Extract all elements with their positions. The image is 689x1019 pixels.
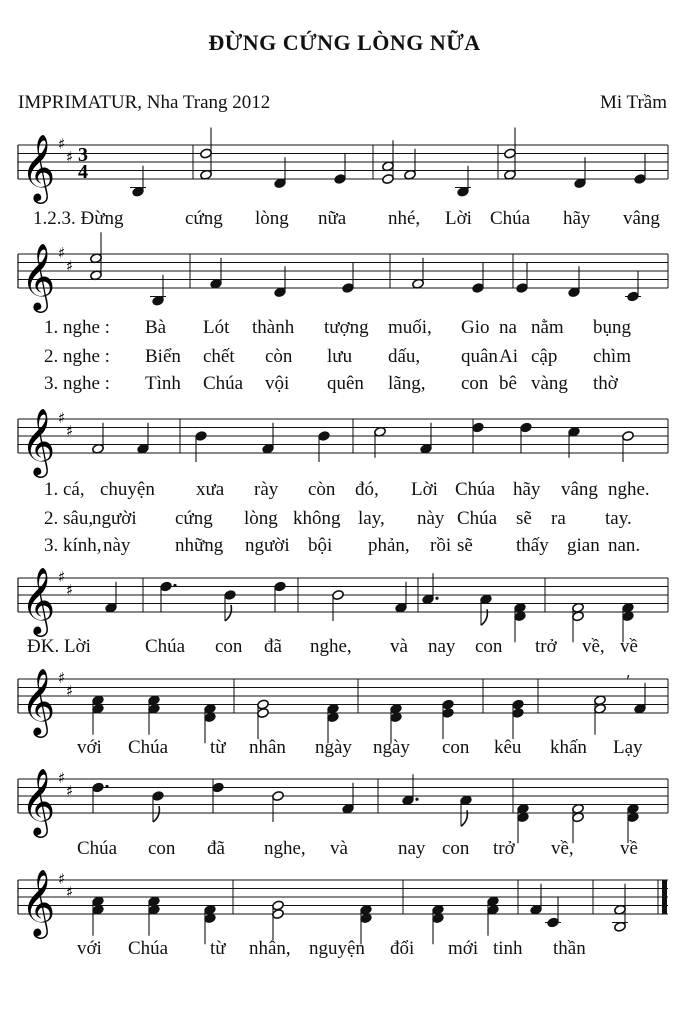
quarter-note	[472, 422, 485, 433]
sharp-icon: ♯	[66, 147, 74, 166]
quarter-note	[92, 782, 105, 793]
sharp-icon: ♯	[66, 882, 74, 901]
song-title: ĐỪNG CỨNG LÒNG NỮA	[208, 30, 481, 55]
half-note	[332, 590, 345, 601]
sharp-icon: ♯	[58, 409, 66, 427]
lyric-word: nay	[398, 838, 426, 859]
lyric-word: sẽ	[457, 535, 473, 556]
lyric-word: Lời	[445, 208, 472, 229]
half-note	[272, 791, 285, 802]
lyric-word: Chúa	[203, 373, 244, 394]
lyric-word: muối,	[388, 317, 432, 338]
lyric-word: từ	[210, 737, 226, 758]
lyric-word: hãy	[513, 479, 541, 500]
quarter-note	[520, 422, 533, 433]
lyric-word: Bà	[145, 317, 167, 338]
lyric-word: con	[215, 636, 243, 657]
lyric-word: sẽ	[516, 508, 532, 529]
lyric-word: 1.2.3. Đừng	[33, 208, 124, 229]
lyric-word: còn	[308, 479, 336, 500]
lyric-word: rồi	[430, 535, 452, 556]
lyric-word: lãng,	[388, 373, 426, 394]
lyric-word: này	[417, 508, 445, 529]
lyric-word: nhé,	[388, 208, 421, 229]
quarter-note	[442, 708, 455, 719]
lyric-word: tay.	[605, 508, 632, 529]
lyric-word: về,	[551, 838, 574, 859]
eighth-flag	[225, 605, 231, 621]
lyric-word: con	[442, 737, 470, 758]
quarter-note	[160, 581, 173, 592]
eighth-flag	[153, 806, 159, 822]
half-note	[272, 909, 285, 920]
half-note	[622, 431, 635, 442]
lyric-word: thờ	[593, 373, 618, 394]
quarter-note	[318, 431, 331, 442]
lyric-word: 2. sâu,	[44, 508, 94, 529]
staff-system-1	[18, 131, 668, 201]
composer-name: Mi Trầm	[599, 92, 667, 113]
lyric-word: Chúa	[128, 737, 169, 758]
half-note	[382, 174, 395, 185]
quarter-note	[342, 283, 355, 294]
lyric-word: vội	[265, 373, 290, 394]
sharp-icon: ♯	[66, 580, 74, 599]
lyric-word: bụng	[593, 317, 631, 338]
sharp-icon: ♯	[58, 135, 66, 153]
lyric-word: quên	[327, 373, 364, 394]
lyric-word: nhân	[249, 737, 286, 758]
sharp-icon: ♯	[66, 681, 74, 700]
lyric-word: hãy	[563, 208, 591, 229]
lyric-word: tinh	[493, 938, 523, 959]
quarter-note	[627, 291, 640, 302]
half-note	[200, 148, 213, 159]
quarter-note	[472, 283, 485, 294]
lyric-word: thấy	[516, 535, 549, 556]
lyric-word: còn	[265, 346, 293, 367]
final-barline-thick	[662, 880, 667, 914]
lyric-word: cứng	[185, 208, 223, 229]
lyric-word: thành	[252, 317, 295, 338]
lyric-word: Chúa	[145, 636, 186, 657]
lyric-word: cứng	[175, 508, 213, 529]
lyric-word: về	[620, 636, 638, 657]
lyric-word: trở	[535, 636, 557, 657]
lyric-word: nan.	[608, 535, 641, 556]
lyric-word: nghe,	[264, 838, 306, 859]
sharp-icon: ♯	[58, 244, 66, 262]
treble-clef-icon: 𝄞	[21, 242, 56, 310]
lyric-word: Biển	[145, 346, 181, 367]
staff-system-4	[18, 564, 668, 634]
lyric-word: bội	[308, 535, 333, 556]
quarter-note	[212, 782, 225, 793]
lyric-word: quân	[461, 346, 498, 367]
sharp-icon: ♯	[66, 421, 74, 440]
half-note	[504, 148, 517, 159]
lyric-word: cập	[531, 346, 558, 367]
lyric-word: nhân,	[249, 938, 291, 959]
lyric-word: lưu	[327, 346, 353, 367]
lyric-word: những	[175, 535, 224, 556]
lyric-word: lòng	[255, 208, 289, 229]
lyric-word: nữa	[318, 208, 347, 229]
lyric-word: nghe,	[310, 636, 352, 657]
lyric-word: lay,	[358, 508, 385, 529]
lyric-word: ngày	[373, 737, 410, 758]
half-note	[257, 708, 270, 719]
lyric-word: Chúa	[128, 938, 169, 959]
lyric-word: Chúa	[455, 479, 496, 500]
lyric-word: kêu	[494, 737, 522, 758]
lyric-word: phản,	[368, 535, 410, 556]
staff-system-2	[18, 240, 668, 310]
sharp-icon: ♯	[58, 568, 66, 586]
lyric-word: nghe.	[608, 479, 650, 500]
lyric-word: thần	[553, 938, 586, 959]
lyric-word: vâng	[561, 479, 598, 500]
time-signature-bottom: 4	[78, 161, 88, 183]
lyric-word: về,	[582, 636, 605, 657]
sharp-icon: ♯	[58, 769, 66, 787]
staff-system-3	[18, 405, 668, 475]
lyric-word: khấn	[550, 737, 587, 758]
lyric-word: nguyện	[309, 938, 365, 959]
staff-system-6	[18, 765, 668, 835]
lyric-word: xưa	[196, 479, 225, 500]
quarter-note	[634, 174, 647, 185]
lyric-word: đã	[264, 636, 282, 657]
lyric-word: Chúa	[457, 508, 498, 529]
lyric-word: chết	[203, 346, 235, 367]
lyric-word: trở	[493, 838, 515, 859]
quarter-note	[512, 708, 525, 719]
sharp-icon: ♯	[58, 669, 66, 687]
lyric-word: ĐK. Lời	[27, 636, 91, 657]
sharp-icon: ♯	[66, 781, 74, 800]
lyric-word: Lời	[411, 479, 438, 500]
lyric-word: với	[77, 737, 102, 758]
note-dot	[415, 798, 418, 801]
quarter-note	[195, 431, 208, 442]
lyric-word: chuyện	[100, 479, 155, 500]
lyric-word: Lót	[203, 317, 230, 338]
treble-clef-icon: 𝄞	[21, 133, 56, 201]
note-dot	[173, 584, 176, 587]
lyric-word: đã	[207, 838, 225, 859]
time-signature-top: 3	[78, 144, 88, 166]
lyric-word: đó,	[355, 479, 379, 500]
lyric-word: gian	[567, 535, 600, 556]
lyric-word: Ai	[499, 346, 518, 367]
lyric-word: na	[499, 317, 517, 338]
lyric-word: Lạy	[613, 737, 643, 758]
lyric-word: 3. kính,	[44, 535, 102, 556]
lyric-word: 1. cá,	[44, 479, 85, 500]
lyric-word: con	[461, 373, 489, 394]
sharp-icon: ♯	[66, 256, 74, 275]
treble-clef-icon: 𝄞	[21, 767, 56, 835]
lyric-word: người	[92, 508, 137, 529]
lyric-word: nằm	[531, 317, 564, 338]
lyric-word: Gio	[461, 317, 490, 338]
staff-system-7	[18, 866, 668, 936]
treble-clef-icon: 𝄞	[21, 566, 56, 634]
lyric-word: lòng	[244, 508, 278, 529]
lyric-word: này	[103, 535, 131, 556]
lyric-word: đổi	[390, 938, 415, 959]
lyric-word: mới	[448, 938, 479, 959]
quarter-note	[152, 791, 165, 802]
lyric-word: bê	[499, 373, 517, 394]
lyric-word: ra	[551, 508, 566, 529]
lyric-word: 2. nghe :	[44, 346, 110, 367]
lyric-word: con	[442, 838, 470, 859]
lyric-word: với	[77, 938, 102, 959]
lyric-word: không	[293, 508, 341, 529]
lyric-word: chìm	[593, 346, 631, 367]
quarter-note	[224, 590, 237, 601]
lyric-word: Chúa	[77, 838, 118, 859]
quarter-note	[512, 699, 525, 710]
lyric-word: vâng	[623, 208, 660, 229]
lyric-word: ngày	[315, 737, 352, 758]
lyric-word: 1. nghe :	[44, 317, 110, 338]
treble-clef-icon: 𝄞	[21, 868, 56, 936]
quarter-note	[274, 581, 287, 592]
lyric-word: nay	[428, 636, 456, 657]
lyric-word: dấu,	[388, 346, 421, 367]
note-dot	[435, 597, 438, 600]
staff-system-5	[18, 665, 668, 735]
quarter-note	[442, 699, 455, 710]
lyric-word: rày	[254, 479, 279, 500]
quarter-note	[516, 283, 529, 294]
sharp-icon: ♯	[58, 870, 66, 888]
imprimatur-note: IMPRIMATUR, Nha Trang 2012	[18, 92, 271, 113]
breath-mark-icon: ,	[626, 665, 631, 681]
lyric-word: người	[245, 535, 290, 556]
quarter-note	[547, 917, 560, 928]
lyric-word: vàng	[531, 373, 568, 394]
lyric-word: từ	[210, 938, 226, 959]
quarter-note	[334, 174, 347, 185]
lyric-word: 3. nghe :	[44, 373, 110, 394]
note-dot	[105, 785, 108, 788]
treble-clef-icon: 𝄞	[21, 667, 56, 735]
lyric-word: tượng	[324, 317, 369, 338]
lyric-word: con	[475, 636, 503, 657]
lyric-word: và	[390, 636, 408, 657]
lyric-word: và	[330, 838, 348, 859]
lyric-word: về	[620, 838, 638, 859]
lyric-word: Tình	[145, 373, 181, 394]
treble-clef-icon: 𝄞	[21, 407, 56, 475]
lyric-word: Chúa	[490, 208, 531, 229]
lyric-word: con	[148, 838, 176, 859]
